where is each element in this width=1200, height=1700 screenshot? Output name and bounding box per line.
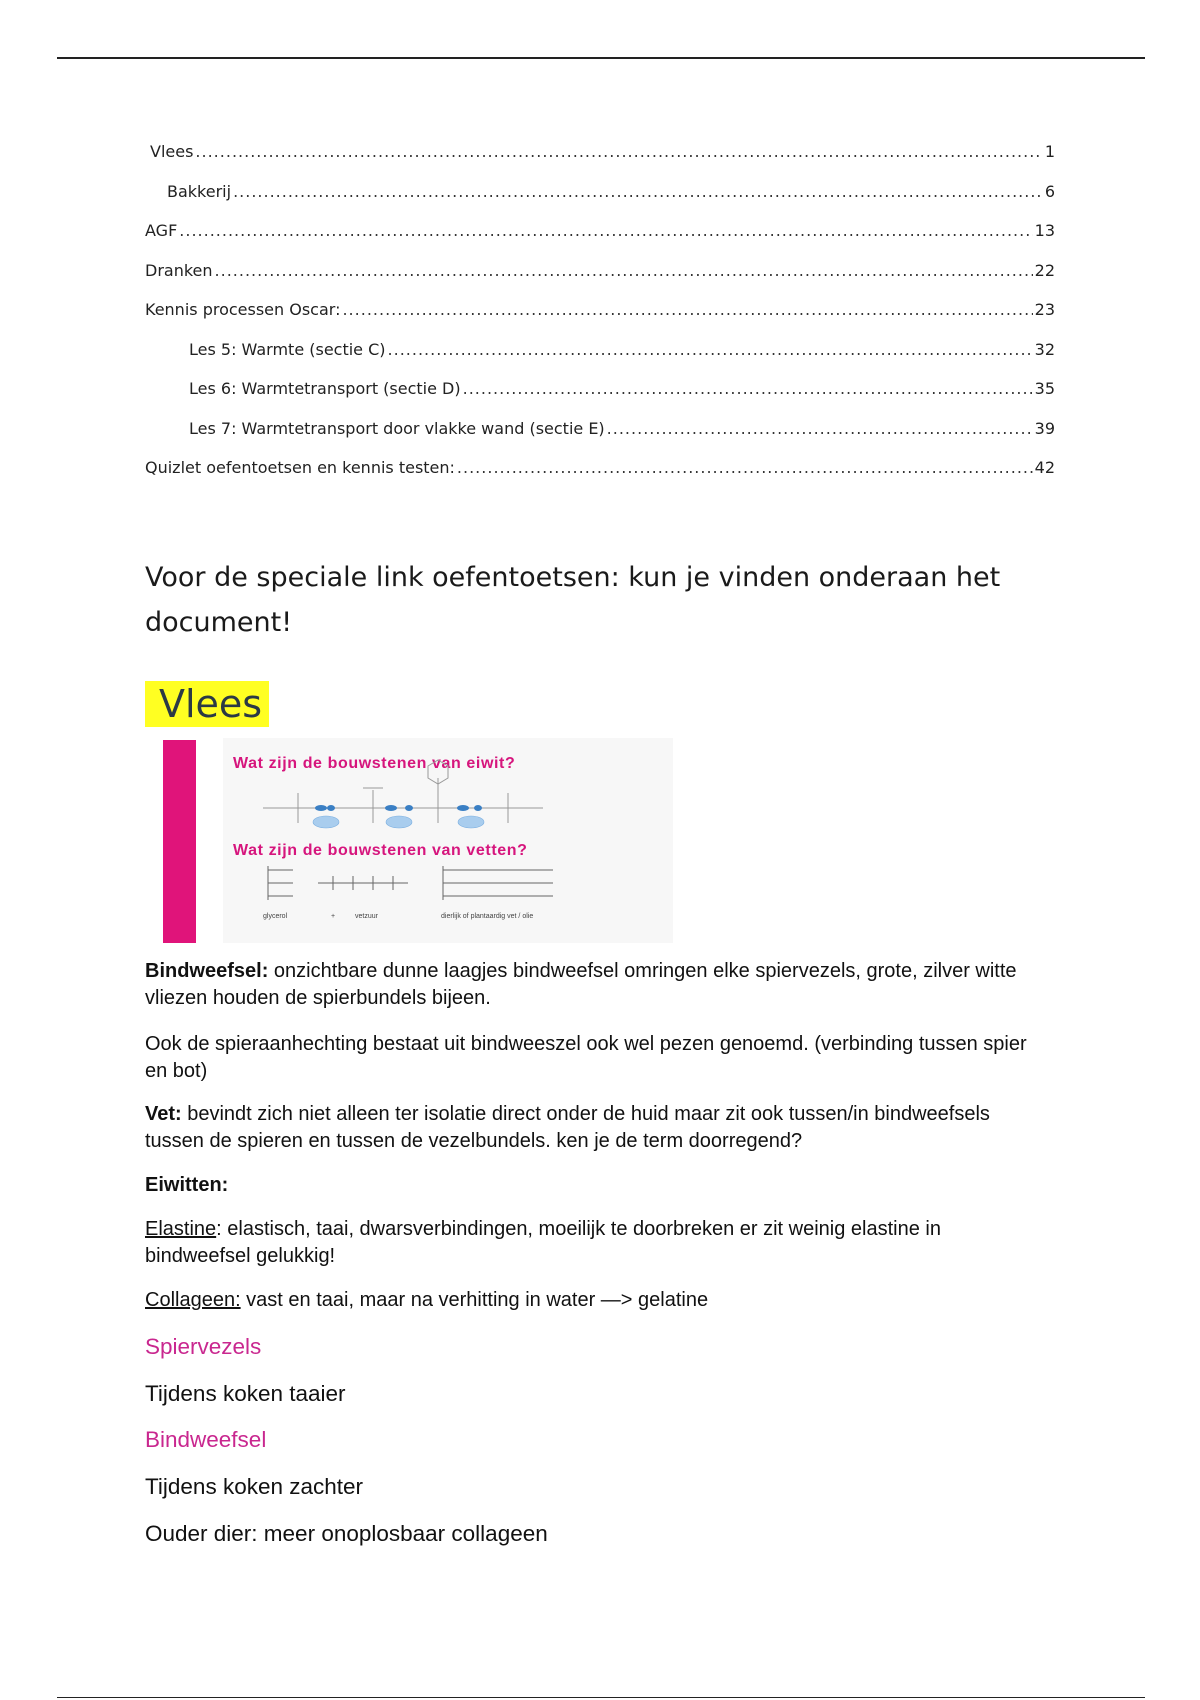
- figure-image: [223, 738, 673, 943]
- toc-entry-title: Les 7: Warmtetransport door vlakke wand (sectie E): [189, 418, 605, 438]
- triglyceride-structure: [443, 866, 553, 900]
- figure-question-fat: Wat zijn de bouwstenen van vetten?: [233, 842, 528, 859]
- toc-leader: [195, 142, 1042, 161]
- footer-rule: [57, 1697, 1145, 1698]
- toc-entry-agf[interactable]: [145, 221, 1055, 261]
- toc-entry-les-6[interactable]: [145, 379, 1055, 419]
- paragraph-vet: [145, 1101, 1050, 1155]
- toc-entry-page: 23: [1034, 300, 1055, 319]
- paragraph-text: onzichtbare dunne laagjes bindweefsel omringen elke spiervezels, grote, zilver witte vliezen houden de spierbundels bijeen.: [145, 960, 1017, 1009]
- heading-eiwitten: [145, 1172, 1050, 1199]
- toc-leader: [342, 300, 1032, 319]
- toc-leader: [179, 221, 1032, 240]
- toc-entry-title: Quizlet oefentoetsen en kennis testen:: [145, 458, 455, 477]
- paragraph-text: bevindt zich niet alleen ter isolatie direct onder de huid maar zit ook tussen/in bindweefsels tussen de spieren en tussen de vezelbundels. ken je de term doorregend?: [145, 1103, 990, 1152]
- toc-leader: [463, 379, 1033, 398]
- toc-entry-title: Les 5: Warmte (sectie C): [189, 339, 386, 359]
- header-rule: [57, 57, 1145, 59]
- paragraph-bindweefsel: [145, 958, 1050, 1012]
- term-elastine: Elastine: [145, 1218, 217, 1240]
- toc-entry-page: 13: [1034, 221, 1055, 240]
- text-bindweefsel-koken: Tijdens koken zachter: [145, 1474, 364, 1499]
- intro-text: Voor de speciale link oefentoetsen: kun je vinden onderaan het document!: [145, 562, 1001, 638]
- text-ouder-dier: Ouder dier: meer onoplosbaar collageen: [145, 1521, 548, 1546]
- paragraph-text: vast en taai, maar na verhitting in water —> gelatine: [240, 1289, 709, 1311]
- toc-entry-les-7[interactable]: [145, 419, 1055, 459]
- subheading-bindweefsel: Bindweefsel: [145, 1427, 267, 1452]
- figure-label-glycerol: glycerol: [263, 913, 288, 920]
- term-collageen: Collageen:: [145, 1289, 241, 1311]
- paragraph-elastine: [145, 1216, 1050, 1270]
- toc-entry-title: Vlees: [150, 142, 194, 161]
- toc-entry-page: 6: [1044, 181, 1055, 201]
- figure-accent-bar: [163, 740, 196, 943]
- peptide-chain-diagram: [263, 760, 543, 823]
- toc-entry-page: 42: [1034, 458, 1055, 477]
- toc-entry-kennis-processen[interactable]: [145, 300, 1055, 340]
- toc-entry-dranken[interactable]: [145, 261, 1055, 301]
- figure-label-plus: +: [331, 913, 336, 920]
- toc-entry-quizlet[interactable]: [145, 458, 1055, 498]
- fatty-acid-structure: [318, 876, 408, 890]
- figure-label-result: dierlijk of plantaardig vet / olie: [441, 913, 534, 920]
- toc-entry-title: AGF: [145, 221, 178, 240]
- toc-entry-page: 35: [1034, 379, 1055, 398]
- toc-entry-page: 22: [1034, 260, 1055, 280]
- figure-question-protein: Wat zijn de bouwstenen van eiwit?: [233, 755, 516, 772]
- toc-entry-page: 32: [1034, 339, 1055, 359]
- term-eiwitten: Eiwitten:: [145, 1174, 229, 1196]
- water-molecule-markers: [313, 816, 484, 828]
- subheading-spiervezels: Spiervezels: [145, 1334, 262, 1359]
- toc-entry-title: Bakkerij: [167, 181, 232, 201]
- toc-entry-page: 39: [1034, 418, 1055, 438]
- chemical-structures-illustration: [223, 738, 673, 943]
- toc-entry-title: Les 6: Warmtetransport (sectie D): [189, 379, 461, 398]
- paragraph-spieraanhechting: Ook de spieraanhechting bestaat uit bindweeszel ook wel pezen genoemd. (verbinding tussen spier en bot): [145, 1033, 1027, 1082]
- toc-leader: [233, 182, 1043, 201]
- paragraph-collageen: [145, 1287, 1050, 1314]
- term-vet: Vet:: [145, 1103, 182, 1125]
- toc-leader: [607, 419, 1033, 438]
- toc-entry-vlees[interactable]: [145, 142, 1055, 182]
- toc-entry-les-5[interactable]: [145, 340, 1055, 380]
- toc-entry-bakkerij[interactable]: [145, 182, 1055, 222]
- table-of-contents: [145, 142, 1055, 498]
- toc-entry-title: Kennis processen Oscar:: [145, 300, 341, 319]
- paragraph-text: : elastisch, taai, dwarsverbindingen, moeilijk te doorbreken er zit weinig elastine in bindweefsel gelukkig!: [145, 1218, 941, 1267]
- toc-leader: [457, 458, 1033, 477]
- toc-entry-title: Dranken: [145, 260, 213, 280]
- nutrient-building-blocks-figure: [163, 738, 673, 943]
- toc-leader: [215, 261, 1033, 280]
- toc-leader: [388, 340, 1033, 359]
- figure-label-fatty-acid: vetzuur: [355, 913, 378, 920]
- glycerol-structure: [268, 866, 293, 900]
- text-spiervezels-koken: Tijdens koken taaier: [145, 1381, 346, 1406]
- term-bindweefsel: Bindweefsel:: [145, 960, 269, 982]
- toc-entry-page: 1: [1044, 142, 1055, 161]
- section-heading-vlees: Vlees: [145, 681, 269, 727]
